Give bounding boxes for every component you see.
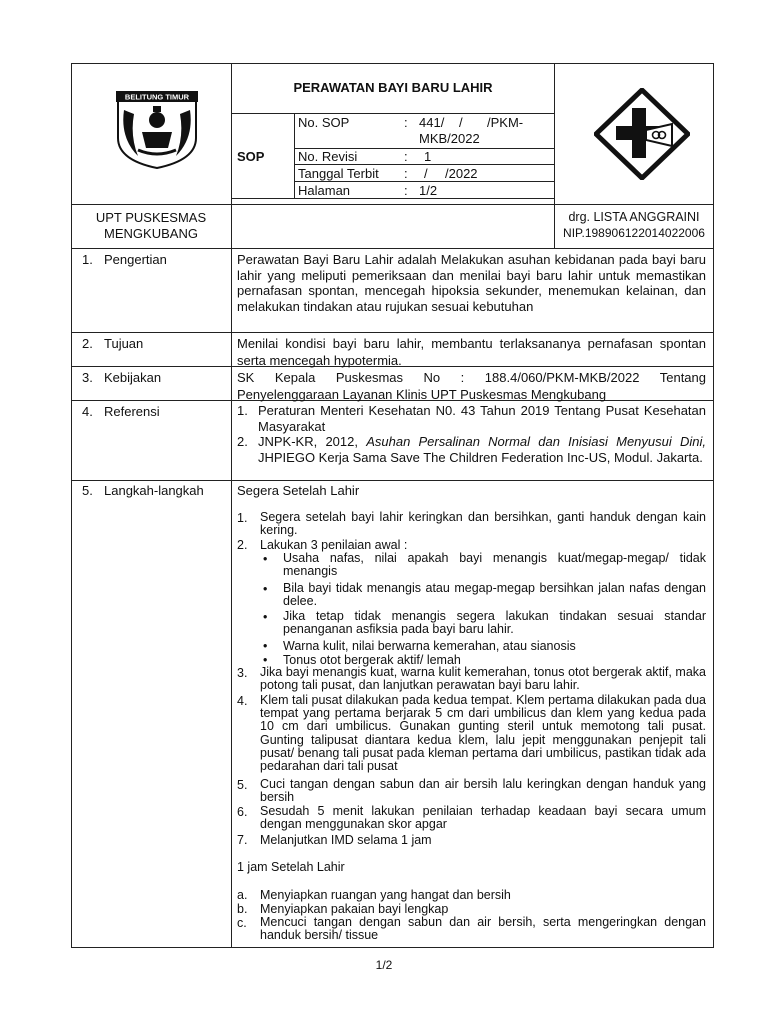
org-name-line1: UPT PUSKESMAS [95,210,207,225]
section-number: 4. [82,404,93,419]
reference-item: JNPK-KR, 2012, Asuhan Persalinan Normal dan Inisiasi Menyusui Dini, JHPIEGO Kerja Sama Save The Children Federation Inc-US, Modul. Jakarta. [258,434,706,465]
section-number: 2. [82,336,93,351]
meta-colon: : [404,166,408,181]
col-divider-sop [294,113,295,199]
alpha-item: Mencuci tangan dengan sabun dan air bersih, serta mengeringkan dengan handuk bersih/ tissue [260,915,706,942]
meta-value-halaman: 1/2 [419,183,438,198]
section-label-pengertian: Pengertian [104,252,167,267]
section-label-tujuan: Tujuan [104,336,144,351]
bullet-icon: • [263,552,268,566]
section-text-kebijakan: SK Kepala Puskesmas No : 188.4/060/PKM-MKB/2022 Tentang Penyelenggaraan Layanan Klinis UPT Puskesmas Mengkubang [237,370,706,402]
sop-label: SOP [237,149,265,164]
step-item: Jika bayi menangis kuat, warna kulit kemerahan, tonus otot bergerak aktif, maka potong tali pusat, dan lanjutkan perawatan bayi baru lahir. [260,665,706,692]
meta-value-no-revisi: 1 [424,149,432,164]
row-divider-1 [71,332,714,333]
col-divider-org [231,204,232,248]
step-item: Segera setelah bayi lahir keringkan dan bersihkan, ganti handuk dengan kain kering. [260,510,706,537]
subheading-segera-setelah-lahir: Segera Setelah Lahir [237,483,360,498]
bullet-icon: • [263,639,268,653]
meta-colon: : [404,149,408,164]
alpha-item: Menyiapkan pakaian bayi lengkap [260,902,449,916]
section-text-tujuan: Menilai kondisi bayi baru lahir, membantu terlaksananya pernafasan spontan serta mencegah hypotermia. [237,336,706,368]
row-divider-sop-4 [231,198,554,199]
alpha-number: b. [237,902,248,916]
meta-value-no-sop-cont: MKB/2022 [419,131,480,146]
meta-label-no-revisi: No. Revisi [298,149,358,164]
document-title: PERAWATAN BAYI BARU LAHIR [293,80,493,95]
bullet-item: Warna kulit, nilai berwarna kemerahan, atau sianosis [283,639,576,653]
step-number: 3. [237,666,248,680]
col-divider-signer [554,204,555,248]
row-divider-org [71,248,714,249]
step-number: 1. [237,511,248,525]
signer-nip: NIP.198906122014022006 [563,226,705,240]
puskesmas-logo [594,88,690,180]
page-number: 1/2 [375,958,393,972]
row-divider-sop-2 [294,164,554,165]
row-divider-title [231,113,554,114]
col-divider-logo-right [554,63,555,204]
alpha-number: a. [237,888,248,902]
meta-colon: : [404,183,408,198]
meta-label-tanggal-terbit: Tanggal Terbit [298,166,379,181]
bullet-item: Jika tetap tidak menangis segera lakukan tindakan sesuai standar penanganan asfiksia pada bayi baru lahir. [283,609,706,636]
section-label-referensi: Referensi [104,404,160,419]
belitung-timur-emblem-logo [108,88,206,170]
bullet-icon: • [263,582,268,596]
step-number: 7. [237,833,248,847]
section-number: 3. [82,370,93,385]
bullet-icon: • [263,653,268,667]
alpha-item: Menyiapkan ruangan yang hangat dan bersih [260,888,511,902]
reference-item: Peraturan Menteri Kesehatan N0. 43 Tahun 2019 Tentang Pusat Kesehatan Masyarakat [258,403,706,434]
meta-value-no-sop: 441/ / /PKM- [419,115,524,130]
alpha-number: c. [237,916,247,930]
row-divider-4 [71,480,714,481]
reference-number: 1. [237,403,248,418]
meta-label-halaman: Halaman [298,183,351,198]
col-divider-body [231,248,232,948]
meta-label-no-sop: No. SOP [298,115,350,130]
emblem-banner-text: BELITUNG TIMUR [124,92,190,102]
signer-name: drg. LISTA ANGGRAINI [568,210,700,224]
org-name-line2: MENGKUBANG [104,226,198,241]
subheading-1-jam-setelah-lahir: 1 jam Setelah Lahir [237,860,345,874]
step-number: 5. [237,778,248,792]
bullet-item: Usaha nafas, nilai apakah bayi menangis kuat/megap-megap/ tidak menangis [283,551,706,578]
row-divider-header [71,204,714,205]
meta-colon: : [404,115,408,130]
reference-number: 2. [237,434,248,449]
meta-value-tanggal-terbit: / /2022 [424,166,478,181]
section-label-kebijakan: Kebijakan [104,370,162,385]
step-item: Klem tali pusat dilakukan pada kedua tempat. Klem pertama dilakukan pada dua tempat yang pertama berjarak 5 cm dari umbilicus dan klem yang kedua pada 10 cm dari umbilicus. Gunakan gunting steril untuk memotong tali pusat. Gunting talipusat diantara kedua klem, lalu jepit menggunakan penjepit tali pusat/ benang tali pusat pada kleman pertama dari umbilicus, pastikan tidak ada pedarahan dari tali pusat [260,693,706,774]
section-text-pengertian: Perawatan Bayi Baru Lahir adalah Melakukan asuhan kebidanan pada bayi baru lahir yang meliputi pemeriksaan dan menilai bayi baru lahir untuk memastikan pernafasan spontan, mencegah hipoksia sekunder, menemukan kelainan, dan melakukan tindakan atau rujukan sesuai kebutuhan [237,252,706,314]
step-item: Cuci tangan dengan sabun dan air bersih lalu keringkan dengan handuk yang bersih [260,777,706,804]
step-number: 4. [237,694,248,708]
step-number: 6. [237,805,248,819]
section-number: 5. [82,483,93,498]
bullet-icon: • [263,610,268,624]
section-label-langkah: Langkah-langkah [104,483,204,498]
row-divider-sop-3 [294,181,554,182]
step-item: Lakukan 3 penilaian awal : [260,538,408,552]
step-item: Sesudah 5 menit lakukan penilaian terhadap keadaan bayi secara umum dengan menggunakan skor apgar [260,804,706,831]
bullet-item: Bila bayi tidak menangis atau megap-megap bersihkan jalan nafas dengan delee. [283,581,706,608]
bullet-item: Tonus otot bergerak aktif/ lemah [283,653,461,667]
step-number: 2. [237,538,248,552]
section-number: 1. [82,252,93,267]
step-item: Melanjutkan IMD selama 1 jam [260,833,432,847]
